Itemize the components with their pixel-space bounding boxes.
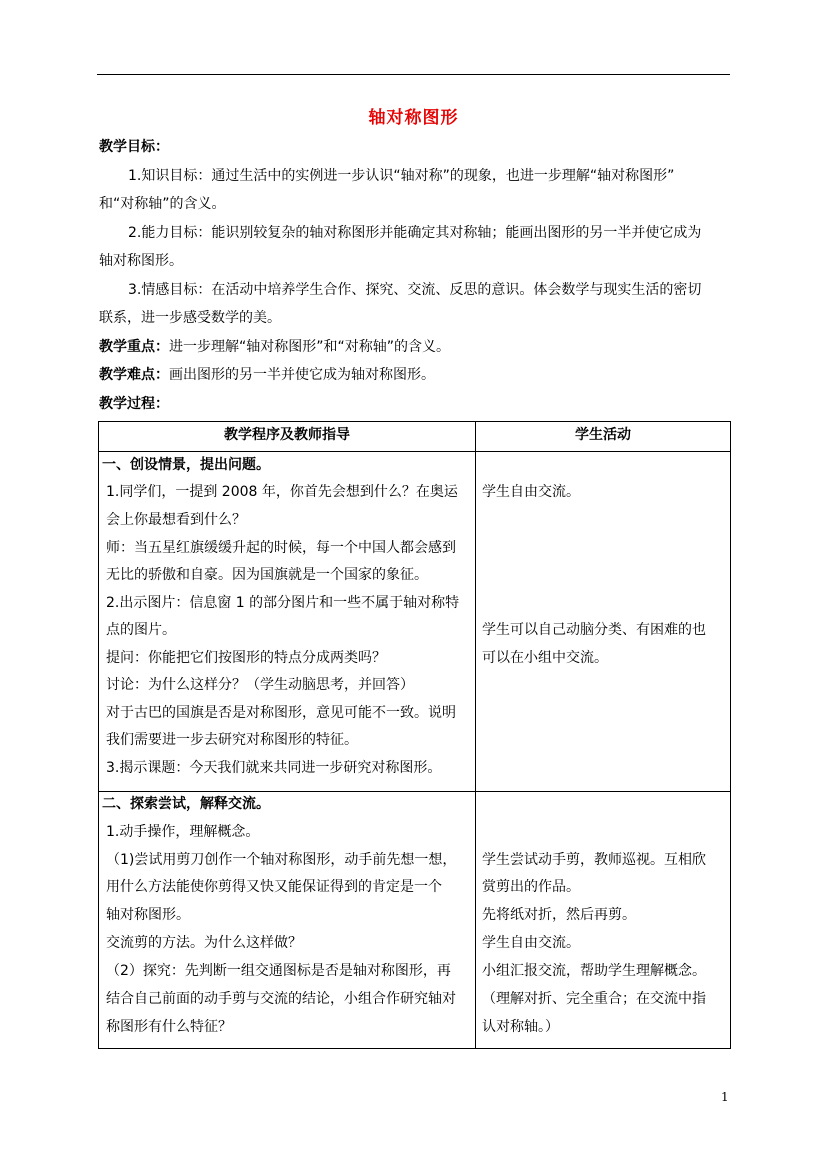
header-rule (97, 74, 730, 75)
section-2-student-note: 先将纸对折，然后再剪。 (482, 907, 636, 923)
difficult-point-label: 教学难点： (99, 367, 169, 383)
section-2-line: 结合自己前面的动手剪与交流的结论，小组合作研究轴对 (106, 991, 456, 1007)
section-1-line: 师：当五星红旗缓缓升起的时候，每一个中国人都会感到 (106, 540, 456, 556)
section-2-student-note: （理解对折、完全重合；在交流中指 (482, 991, 706, 1007)
section-2-line: 轴对称图形。 (106, 907, 190, 923)
section-2-student-note: 赏剪出的作品。 (482, 879, 580, 895)
section-1-line: 1.同学们，一提到 2008 年，你首先会想到什么？在奥运 (106, 484, 458, 500)
document-title: 轴对称图形 (368, 108, 459, 128)
goal-1-line-b: 和“对称轴”的含义。 (99, 196, 226, 212)
section-2-line: （2）探究：先判断一组交通图标是否是轴对称图形，再 (106, 963, 451, 979)
section-2-line: 交流剪的方法。为什么这样做？ (106, 935, 302, 951)
section-2-line: 称图形有什么特征？ (106, 1019, 232, 1035)
section-1-line: 对于古巴的国旗是否是对称图形，意见可能不一致。说明 (106, 705, 456, 721)
section-1-line: 会上你最想看到什么？ (106, 512, 246, 528)
header-row-divider (99, 451, 730, 452)
column-header-teacher: 教学程序及教师指导 (224, 427, 350, 443)
section-2-student-note: 小组汇报交流，帮助学生理解概念。 (482, 963, 706, 979)
page-number: 1 (721, 1090, 729, 1104)
section-2-student-note: 学生尝试动手剪，教师巡视。互相欣 (482, 852, 706, 868)
key-point-text: 进一步理解“轴对称图形”和“对称轴”的含义。 (169, 339, 451, 355)
difficult-point-text: 画出图形的另一半并使它成为轴对称图形。 (169, 367, 435, 383)
section-divider (99, 791, 730, 792)
goal-3-line-a: 3.情感目标：在活动中培养学生合作、探究、交流、反思的意识。体会数学与现实生活的密切 (128, 282, 702, 298)
section-1-title: 一、创设情景，提出问题。 (102, 457, 270, 473)
goal-2-line-a: 2.能力目标：能识别较复杂的轴对称图形并能确定其对称轴；能画出图形的另一半并使它成为 (128, 225, 702, 241)
column-header-student: 学生活动 (575, 427, 631, 443)
section-2-line: 用什么方法能使你剪得又快又能保证得到的肯定是一个 (106, 879, 442, 895)
section-1-line: 我们需要进一步去研究对称图形的特征。 (106, 732, 358, 748)
goal-1-line-a: 1.知识目标：通过生活中的实例进一步认识“轴对称”的现象，也进一步理解“轴对称图形” (128, 168, 675, 184)
section-2-student-note: 学生自由交流。 (482, 935, 580, 951)
process-heading: 教学过程： (99, 396, 169, 412)
key-point-label: 教学重点： (99, 339, 169, 355)
goal-2-line-b: 轴对称图形。 (99, 253, 183, 269)
section-1-line: 提问：你能把它们按图形的特点分成两类吗？ (106, 650, 386, 666)
key-point (99, 337, 450, 357)
goals-heading: 教学目标： (99, 139, 169, 155)
goal-3-line-b: 联系，进一步感受数学的美。 (99, 310, 281, 326)
lesson-table (98, 421, 731, 1049)
section-1-student-note: 学生可以自己动脑分类、有困难的也 (482, 622, 706, 638)
section-1-line: 点的图片。 (106, 622, 176, 638)
section-2-title: 二、探索尝试，解释交流。 (102, 796, 270, 812)
section-1-student-note: 可以在小组中交流。 (482, 650, 608, 666)
difficult-point (99, 365, 435, 385)
column-divider (475, 422, 476, 1048)
section-1-line: 无比的骄傲和自豪。因为国旗就是一个国家的象征。 (106, 567, 428, 583)
section-1-student-note: 学生自由交流。 (482, 484, 580, 500)
section-1-line: 3.揭示课题：今天我们就来共同进一步研究对称图形。 (106, 760, 442, 776)
section-2-student-note: 认对称轴。） (482, 1019, 559, 1035)
section-2-line: （1)尝试用剪刀创作一个轴对称图形，动手前先想一想， (106, 852, 457, 868)
section-1-line: 2.出示图片：信息窗 1 的部分图片和一些不属于轴对称特 (106, 595, 460, 611)
section-1-line: 讨论：为什么这样分？（学生动脑思考，并回答） (106, 677, 414, 693)
section-2-line: 1.动手操作，理解概念。 (106, 824, 260, 840)
